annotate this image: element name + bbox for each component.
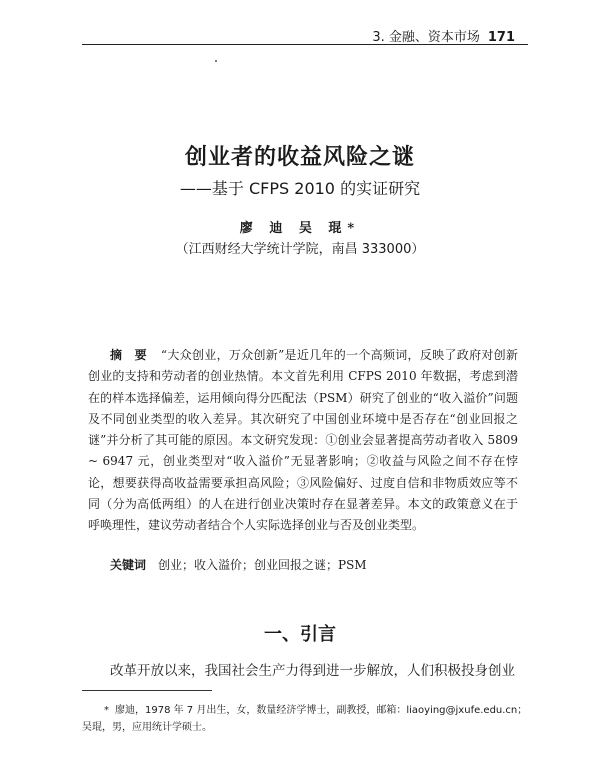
keywords-label: 关键词	[110, 558, 147, 572]
article-title: 创业者的收益风险之谜	[184, 145, 415, 170]
running-head	[300, 26, 515, 45]
article-subtitle: ——基于 CFPS 2010 的实证研究	[179, 179, 421, 198]
page-number: 171	[487, 30, 515, 45]
footnote-mark: *	[104, 705, 109, 716]
footnote	[82, 702, 530, 736]
footnote-rule	[82, 690, 212, 691]
article-authors: 廖 迪 吴 琨*	[239, 221, 361, 236]
article-affiliation: （江西财经大学统计学院，南昌 333000）	[175, 242, 425, 257]
abstract-text: “大众创业，万众创新”是近几年的一个高频词，反映了政府对创新创业的支持和劳动者的创业热情。本文首先利用 CFPS 2010 年数据，考虑到潜在的样本选择偏差，运用倾向得分匹配法（PSM）研究了创业的“收入溢价”问题及不同创业类型的收入差异。其次研究了中国创业环境中是否存在“创业回报之谜”并分析了其可能的原因。本文研究发现：①创业会显著提高劳动者收入 5809 ~ 6947 元，创业类型对“收入溢价”无显著影响；②收益与风险之间不存在悖论，想要获得高收益需要承担高风险；③风险偏好、过度自信和非物质效应等不同（分为高低两组）的人在进行创业决策时存在显著差异。本文的政策意义在于呼唤理性，建议劳动者结合个人实际选择创业与否及创业类型。	[88, 348, 518, 533]
body-paragraph: 改革开放以来，我国社会生产力得到进一步解放，人们积极投身创业	[110, 663, 515, 679]
scan-speck	[215, 60, 217, 62]
keywords	[110, 556, 530, 573]
section-heading: 一、引言	[264, 624, 336, 645]
abstract	[88, 345, 518, 537]
keywords-text: 创业；收入溢价；创业回报之谜；PSM	[158, 558, 367, 572]
running-head-section: 3. 金融、资本市场	[372, 30, 480, 45]
footnote-text: 廖迪，1978 年 7 月出生，女，数量经济学博士，副教授，邮箱：liaoying@jxufe.edu.cn；吴琨，男，应用统计学硕士。	[82, 705, 528, 733]
abstract-label: 摘 要	[110, 348, 147, 362]
